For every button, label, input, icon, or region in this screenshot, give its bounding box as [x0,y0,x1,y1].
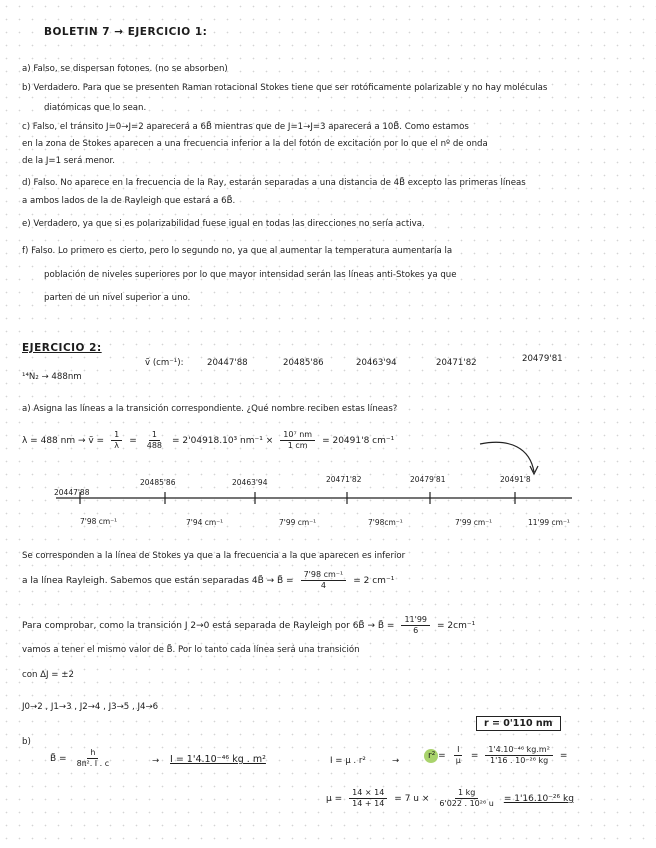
wavenumber-calculation: λ = 488 nm → ṽ = $\frac{1}{\lambda}$ = $\frac{1}{488}$ = 2'04918.10³ nm⁻¹ × $\frac{\text{10⁷ nm}}{1 cm}$ = 20491'8 cm⁻¹ [22,430,395,450]
answer-f-line-1: f) Falso. Lo primero es cierto, pero lo segundo no, ya que al aumentar la temperatura aumentaría la [22,246,453,256]
wavenumber-value-5: 20479'81 [522,354,563,364]
fraction-i-values: $\frac{\text{1'4.10⁻⁴⁶ kg.m²}}{\text{1'16 . 10⁻²⁶ kg}}$ [485,745,553,766]
axis-top-label-4: 20479'81 [410,475,446,484]
fraction-h-over-8pi2ic: $\frac{h}{\text{8π². I . c}}$ [76,748,110,768]
inertia-relation: I = μ . r² [330,756,366,766]
fraction-one-over-lambda: $\frac{1}{\lambda}$ [111,430,122,451]
axis-top-label-3: 20471'82 [326,475,362,484]
rotational-constant-formula: B̃ = $\frac{h}{\text{8π². I . c}}$ [50,748,115,769]
fraction-b-from-4b: $\frac{\text{7'98 cm⁻¹}}{4}$ [301,570,347,591]
check-paragraph-line-1: Para comprobar, como la transición J 2→0 está separada de Rayleigh por 6B̃ → B̃ = $\frac{11'99}{6}$ = 2cm⁻¹ [22,615,476,635]
answer-c-line-3: de la J=1 será menor. [22,156,115,166]
fraction-b-from-6b: $\frac{11'99}{6}$ [401,615,430,636]
calc-end: = 20491'8 cm⁻¹ [322,435,395,446]
answer-d-line-1: d) Falso. No aparece en la frecuencia de la Ray, estarán separadas a una distancia de 4B̃ excepto las primeras líneas [22,178,526,188]
axis-bottom-label-4: 7'98cm⁻¹ [368,518,403,527]
axis-top-label-5: 20491'8 [500,475,531,484]
part-b-label: b) [22,737,31,747]
arrow-to-r2: → [392,756,400,766]
molecule-label: ¹⁴N₂ → 488nm [22,372,82,382]
answer-e: e) Verdadero, ya que si es polarizabilidad fuese igual en todas las direcciones no sería activa. [22,219,425,229]
answer-b-line-1: b) Verdadero. Para que se presenten Raman rotacional Stokes tiene que ser rotóficamente polarizable y no hay moléculas [22,83,548,93]
answer-f-line-2: población de niveles superiores por lo que mayor intensidad serán las líneas anti-Stokes ya que [44,270,457,280]
fraction-mass-product-over-sum: $\frac{14 \times 14}{14 + 14}$ [349,788,387,809]
fraction-one-over-488: $\frac{1}{488}$ [146,430,163,450]
answer-c-line-1: c) Falso, el tránsito J=0→J=2 aparecerá a 6B̃ mientras que de J=1→J=3 aparecerá a 10B̃. Como estamos [22,122,469,132]
wavenumber-value-1: 20447'88 [207,358,248,368]
inertia-result: I = 1'4.10⁻⁴⁶ kg . m² [170,754,266,765]
axis-left-label: 20447'88 [54,488,90,497]
answer-f-line-3: parten de un nivel superior a uno. [44,293,191,303]
result-box: r = 0'110 nm [476,716,561,731]
transitions-list: J0→2 , J1→3 , J2→4 , J3→5 , J4→6 [22,702,159,712]
arrow-curve [480,442,534,472]
wavenumber-value-3: 20463'94 [356,358,397,368]
stokes-paragraph-line-2: a la línea Rayleigh. Sabemos que están separadas 4B̃ → B̃ = $\frac{\text{7'98 cm⁻¹}}{4}$ = 2 cm⁻¹ [22,570,395,590]
axis-bottom-label-2: 7'94 cm⁻¹ [186,518,224,527]
r-squared-formula: r² = $\frac{I}{\mu}$ = $\frac{\text{1'4.10⁻⁴⁶ kg.m²}}{\text{1'16 . 10⁻²⁶ kg}}$ = [424,745,567,766]
fraction-i-over-mu: $\frac{I}{\mu}$ [455,745,461,765]
question-a: a) Asigna las líneas a la transición correspondiente. ¿Qué nombre reciben estas líneas? [22,404,398,414]
answer-b-line-2: diatómicas que lo sean. [44,103,147,113]
arrow-to-inertia: → [152,756,160,766]
axis-top-label-2: 20463'94 [232,478,268,487]
answer-a: a) Falso, se dispersan fotones. (no se absorben) [22,64,228,74]
calc-start: λ = 488 nm → ṽ = [22,435,105,446]
stokes-paragraph-line-1: Se corresponden a la línea de Stokes ya que a la frecuencia a la que aparecen es inferior [22,551,406,561]
check-paragraph-line-2: vamos a tener el mismo valor de B̃. Por lo tanto cada línea será una transición [22,645,360,655]
reduced-mass-result: = 1'16.10⁻²⁶ kg [503,793,574,804]
calc-mid: = 2'04918.10³ nm⁻¹ × [172,435,274,446]
answer-c-line-2: en la zona de Stokes aparecen a una frecuencia inferior a la del fotón de excitación por lo que el nº de onda [22,139,488,149]
wavenumber-label: ṽ (cm⁻¹): [145,358,184,368]
fraction-amu-conversion: $\frac{1 kg}{\text{6'022 . 10²⁶ u}}$ [439,788,494,808]
axis-bottom-label-1: 7'98 cm⁻¹ [80,517,118,526]
answer-d-line-2: a ambos lados de la de Rayleigh que estará a 6B̃. [22,196,236,206]
page-title: BOLETIN 7 → EJERCICIO 1: [44,26,208,38]
delta-j-rule: con ΔJ = ±2 [22,670,74,680]
exercise-2-title: EJERCICIO 2: [22,342,102,354]
wavenumber-value-2: 20485'86 [283,358,324,368]
axis-bottom-label-3: 7'99 cm⁻¹ [279,518,317,527]
axis-bottom-label-6: 11'99 cm⁻¹ [528,518,570,527]
wavenumber-value-4: 20471'82 [436,358,477,368]
axis-top-label-1: 20485'86 [140,478,176,487]
axis-bottom-label-5: 7'99 cm⁻¹ [455,518,493,527]
fraction-conversion: $\frac{\text{10⁷ nm}}{1 cm}$ [280,430,315,451]
reduced-mass-formula: μ = $\frac{14 \times 14}{14 + 14}$ = 7 u × $\frac{1 kg}{\text{6'022 . 10²⁶ u}}$ = 1'16.10⁻²⁶ kg [326,788,574,808]
